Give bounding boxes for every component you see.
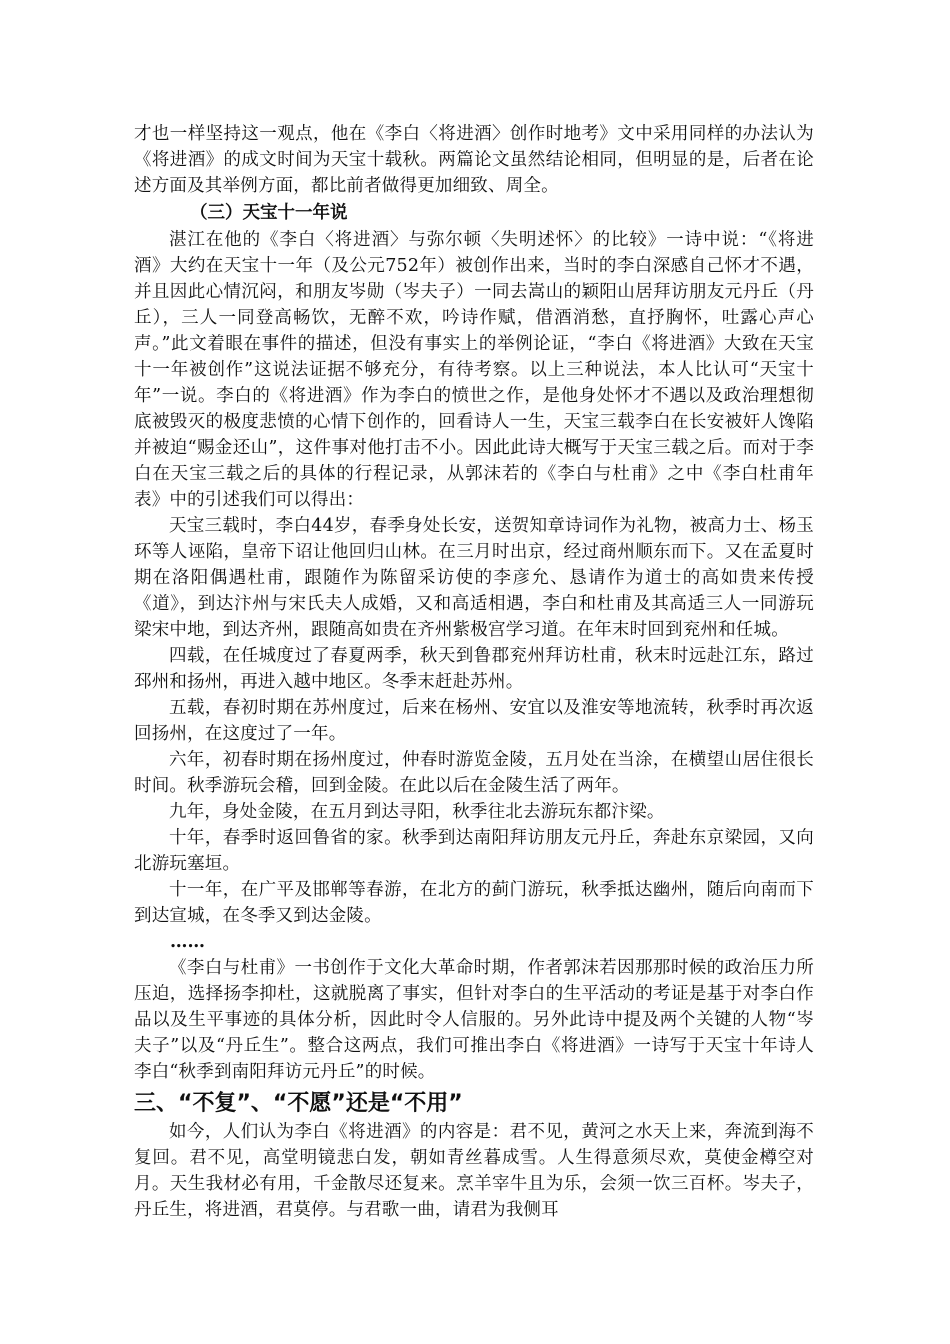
chronology-entry: 四载，在任城度过了春夏两季，秋天到鲁郡兖州拜访杜甫，秋末时远赴江东，路过邳州和扬州，再进入越中地区。冬季末赶赴苏州。: [134, 646, 814, 692]
document-body: [134, 121, 814, 1223]
chronology-entry: 十年，春季时返回鲁省的家。秋季到达南阳拜访朋友元丹丘，奔赴东京梁园，又向北游玩塞垣。: [134, 828, 814, 874]
intro-paragraph: 才也一样坚持这一观点，他在《李白〈将进酒〉创作时地考》文中采用同样的办法认为《将进酒》的成文时间为天宝十载秋。两篇论文虽然结论相同，但明显的是，后者在论述方面及其举例方面，都比前者做得更加细致、周全。: [134, 124, 814, 196]
subsection-heading: （三）天宝十一年说: [190, 203, 348, 223]
analysis-paragraph: 《李白与杜甫》一书创作于文化大革命时期，作者郭沫若因那那时候的政治压力所压迫，选择扬李抑杜，这就脱离了事实，但针对李白的生平活动的考证是基于对李白作品以及生平事迹的具体分析，因此时令人信服的。另外此诗中提及两个关键的人物“岑夫子”以及“丹丘生”。整合这两点，我们可推出李白《将进酒》一诗写于天宝十年诗人李白“秋季到南阳拜访元丹丘”的时候。: [134, 958, 814, 1082]
chronology-entry: 六年，初春时期在扬州度过，仲春时游览金陵，五月处在当涂，在横望山居住很长时间。秋季游玩会稽，回到金陵。在此以后在金陵生活了两年。: [134, 750, 814, 796]
chronology-list: [134, 513, 814, 929]
poem-paragraph: 如今，人们认为李白《将进酒》的内容是：君不见，黄河之水天上来，奔流到海不复回。君不见，高堂明镜悲白发，朝如青丝暮成雪。人生得意须尽欢，莫使金樽空对月。天生我材必有用，千金散尽还复来。烹羊宰牛且为乐，会须一饮三百杯。岑夫子，丹丘生，将进酒，君莫停。与君歌一曲，请君为我侧耳: [134, 1122, 814, 1220]
section-heading: 三、“不复”、“不愿”还是“不用”: [134, 1091, 463, 1116]
zhanjiang-paragraph: 湛江在他的《李白〈将进酒〉与弥尔顿〈失明述怀〉的比较》一诗中说：“《将进酒》大约在天宝十一年（及公元752年）被创作出来，当时的李白深感自己怀才不遇，并且因此心情沉闷，和朋友岑勋（岑夫子）一同去嵩山的颖阳山居拜访朋友元丹丘（丹丘），三人一同登高畅饮，无醉不欢，吟诗作赋，借酒消愁，直抒胸怀，吐露心声心声。”此文着眼在事件的描述，但没有事实上的举例论证，“李白《将进酒》大致在天宝十一年被创作”这说法证据不够充分，有待考察。以上三种说法，本人比认可“天宝十年”一说。李白的《将进酒》作为李白的愤世之作，是他身处怀才不遇以及政治理想彻底被毁灭的极度悲愤的心情下创作的，回看诗人一生，天宝三载李白在长安被奸人馋陷并被迫“赐金还山”，这件事对他打击不小。因此此诗大概写于天宝三载之后。而对于李白在天宝三载之后的具体的行程记录，从郭沫若的《李白与杜甫》之中《李白杜甫年表》中的引述我们可以得出：: [134, 230, 814, 510]
chronology-entry: 五载，春初时期在苏州度过，后来在杨州、安宜以及淮安等地流转，秋季时再次返回扬州，在这度过了一年。: [134, 698, 814, 744]
chronology-entry: 天宝三载时，李白44岁，春季身处长安，送贺知章诗词作为礼物，被高力士、杨玉环等人诬陷，皇帝下诏让他回归山林。在三月时出京，经过商州顺东而下。又在孟夏时期在洛阳偶遇杜甫，跟随作为陈留采访使的李彦允、恳请作为道士的高如贵来传授《道》，到达汴州与宋氏夫人成婚，又和高适相遇，李白和杜甫及其高适三人一同游玩梁宋中地，到达齐州，跟随高如贵在齐州紫极宫学习道。在年末时回到兖州和任城。: [134, 516, 814, 640]
chronology-entry: 九年，身处金陵，在五月到达寻阳，秋季往北去游玩东都汴梁。: [169, 802, 665, 822]
ellipsis: ……: [170, 932, 205, 952]
chronology-entry: 十一年，在广平及邯郸等春游，在北方的蓟门游玩，秋季抵达幽州，随后向南而下到达宣城，在冬季又到达金陵。: [134, 880, 814, 926]
